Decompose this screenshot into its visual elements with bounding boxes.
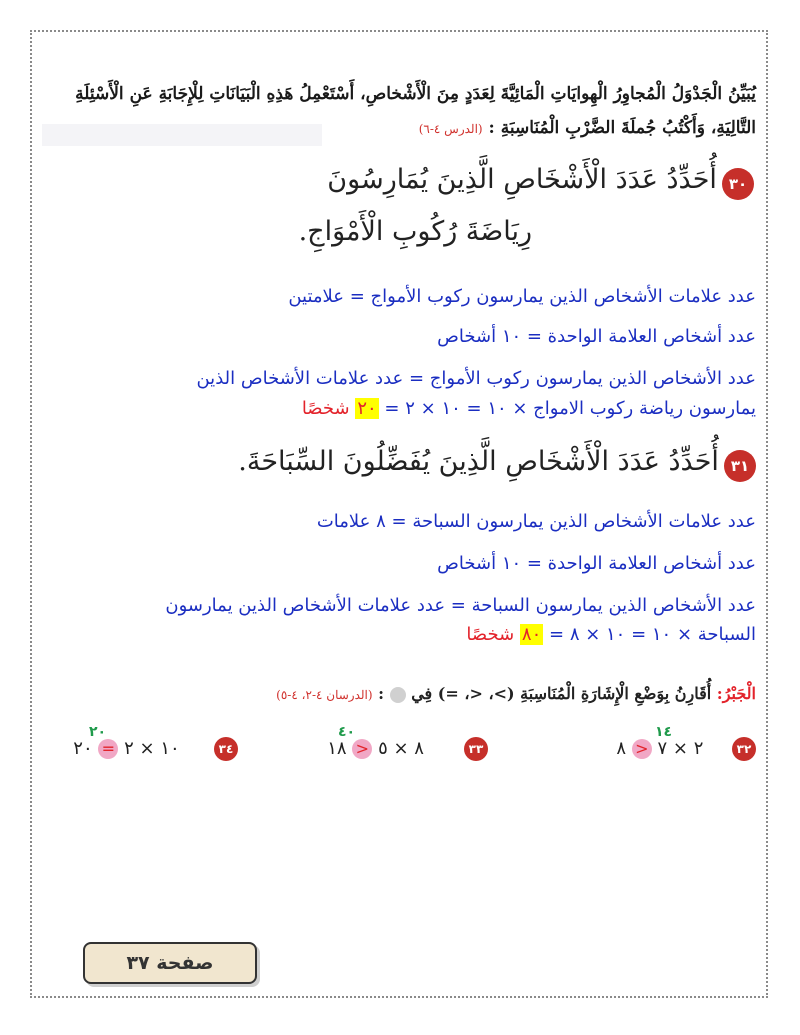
compare-34-right: ٢٠ <box>73 738 93 759</box>
lesson-ref: (الدرس ٤-٦) <box>418 122 483 136</box>
question-number-33: ٣٣ <box>464 737 488 761</box>
compare-34-sign: = <box>98 739 118 759</box>
compare-32-right: ٨ <box>616 738 627 759</box>
compare-item-32 <box>616 737 756 761</box>
question-30-text-1: أُحَدِّدُ عَدَدَ الْأَشْخَاصِ الَّذِينَ يُمَارِسُونَ <box>327 164 717 195</box>
answer-30-line-3: عدد الأشخاص الذين يمارسون ركوب الأمواج = عدد علامات الأشخاص الذين <box>196 368 756 389</box>
helper-value-32: ١٤ <box>655 724 673 740</box>
intro-line-2 <box>419 118 756 138</box>
algebra-header <box>276 684 756 703</box>
algebra-instruction: أُقَارِنُ بِوَضْعِ الْإِشَارَةِ الْمُنَاسِبَةِ (>، <، =) فِي <box>411 684 712 703</box>
question-number-30: ٣٠ <box>722 168 754 200</box>
answer-31-unit: شخصًا <box>466 624 515 645</box>
answer-31-eq: السباحة × ١٠ = ١٠ × ٨ = <box>549 624 756 645</box>
smudge-mark <box>42 124 322 146</box>
answer-31-result: ٨٠ <box>521 624 542 645</box>
algebra-colon: : <box>378 684 385 703</box>
algebra-ref: (الدرسان ٤-٢، ٤-٥) <box>276 688 373 702</box>
answer-31-line-1: عدد علامات الأشخاص الذين يمارسون السباحة = ٨ علامات <box>316 511 756 532</box>
algebra-label: الْجَبْرُ: <box>716 684 756 703</box>
compare-32-left: ٢ × ٧ <box>657 738 704 759</box>
question-31 <box>238 446 756 482</box>
answer-30-result: ٢٠ <box>357 398 377 419</box>
helper-value-34: ٢٠ <box>89 724 107 740</box>
question-number-31: ٣١ <box>724 450 756 482</box>
compare-33-right: ١٨ <box>327 738 347 759</box>
intro-line-1: يُبَيِّنُ الْجَدْوَلُ الْمُجاوِرُ الْهِوايَاتِ الْمَائِيَّةَ لِعَدَدٍ مِنَ الْأَشْخاصِ، أَسْتَعْمِلُ هَذِهِ الْبَيَانَاتِ لِلْإِجَابَةِ عَنِ الْأَسْئِلَةِ <box>75 84 756 104</box>
page-number: صفحة ٣٧ <box>83 942 257 984</box>
compare-33-sign: < <box>352 739 372 759</box>
answer-31-line-4 <box>466 624 756 645</box>
question-number-34: ٣٤ <box>214 737 238 761</box>
compare-34-left: ١٠ × ٢ <box>124 738 180 759</box>
question-30-text-2: رِيَاضَةَ رُكُوبِ الْأَمْوَاجِ. <box>298 216 532 247</box>
blank-circle-icon <box>390 687 406 703</box>
answer-30-line-1: عدد علامات الأشخاص الذين يمارسون ركوب الأمواج = علامتين <box>288 286 756 307</box>
answer-30-line-4 <box>302 398 756 419</box>
helper-value-33: ٤٠ <box>338 724 356 740</box>
compare-item-34 <box>73 737 238 761</box>
question-number-32: ٣٢ <box>732 737 756 761</box>
intro-line-2-text: التَّالِيَةِ، وَأَكْتُبُ جُملَةَ الضَّرْبِ الْمُنَاسِبَةِ : <box>488 118 756 138</box>
compare-item-33 <box>327 737 488 761</box>
answer-30-eq: يمارسون رياضة ركوب الامواج × ١٠ = ١٠ × ٢ = <box>384 398 756 419</box>
question-30 <box>327 164 754 200</box>
answer-30-line-2: عدد أشخاص العلامة الواحدة = ١٠ أشخاص <box>437 326 756 347</box>
question-31-text: أُحَدِّدُ عَدَدَ الْأَشْخَاصِ الَّذِينَ يُفَضِّلُونَ السِّبَاحَةَ. <box>238 446 719 477</box>
answer-31-line-2: عدد أشخاص العلامة الواحدة = ١٠ أشخاص <box>437 553 756 574</box>
answer-30-unit: شخصًا <box>301 398 350 419</box>
compare-32-sign: < <box>632 739 652 759</box>
compare-33-left: ٨ × ٥ <box>378 738 424 759</box>
answer-31-line-3: عدد الأشخاص الذين يمارسون السباحة = عدد علامات الأشخاص الذين يمارسون <box>165 595 756 616</box>
